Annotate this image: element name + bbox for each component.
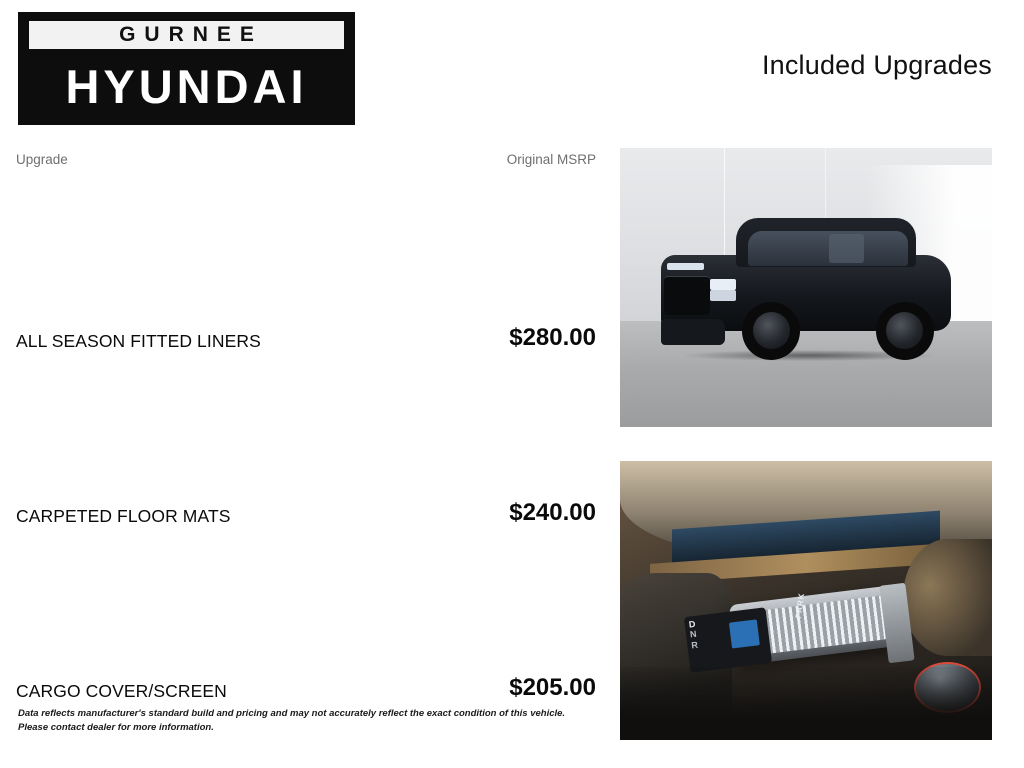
console-lower-shadow — [620, 667, 992, 740]
table-row — [16, 177, 596, 352]
table-row — [16, 527, 596, 702]
gear-label-d: D — [688, 618, 697, 630]
vehicle-exterior-photo — [620, 148, 992, 427]
upgrade-price: $205.00 — [509, 674, 596, 701]
disclaimer-line-1: Data reflects manufacturer's standard build and pricing and may not accurately reflect the exact condition of this vehicle. — [18, 708, 566, 719]
column-header-upgrade: Upgrade — [16, 152, 68, 167]
park-button-label[interactable]: PARK — [794, 591, 807, 619]
disclaimer-line-2: Please contact dealer for more information. — [18, 721, 214, 733]
dealer-logo-line2: HYUNDAI — [65, 59, 308, 113]
dealer-logo-bottom — [26, 57, 347, 115]
upgrade-price: $240.00 — [509, 499, 596, 526]
table-row — [16, 352, 596, 527]
car-wheel-rear — [876, 302, 934, 360]
car-wheel-front — [742, 302, 800, 360]
vehicle-interior-shifter-photo — [620, 461, 992, 740]
dealer-logo-line1: GURNEE — [119, 23, 263, 46]
car-headlight — [710, 279, 736, 291]
car-window-rear — [829, 234, 864, 263]
gear-label-n: N — [689, 628, 698, 640]
upgrades-table — [16, 152, 596, 702]
disclaimer — [18, 707, 598, 735]
page-title: Included Upgrades — [761, 50, 992, 80]
car-grille — [664, 276, 710, 315]
dealer-logo — [18, 12, 355, 125]
table-body — [16, 177, 596, 702]
car-window-front — [748, 231, 908, 266]
dealer-logo-top — [26, 18, 347, 52]
suv-illustration — [661, 218, 951, 363]
upgrade-name: CARPETED FLOOR MATS — [16, 506, 231, 526]
upgrade-name: ALL SEASON FITTED LINERS — [16, 331, 261, 351]
car-daytime-running-light — [667, 263, 705, 270]
car-bumper — [661, 319, 725, 345]
upgrade-name: CARGO COVER/SCREEN — [16, 681, 227, 701]
upgrade-price: $280.00 — [509, 324, 596, 351]
air-vent — [903, 539, 992, 656]
table-header-row — [16, 152, 596, 167]
gear-indicator-panel — [684, 607, 772, 672]
column-header-original-msrp: Original MSRP — [506, 152, 596, 167]
gear-label-r: R — [690, 639, 699, 650]
gear-indicator-highlight — [729, 619, 760, 648]
